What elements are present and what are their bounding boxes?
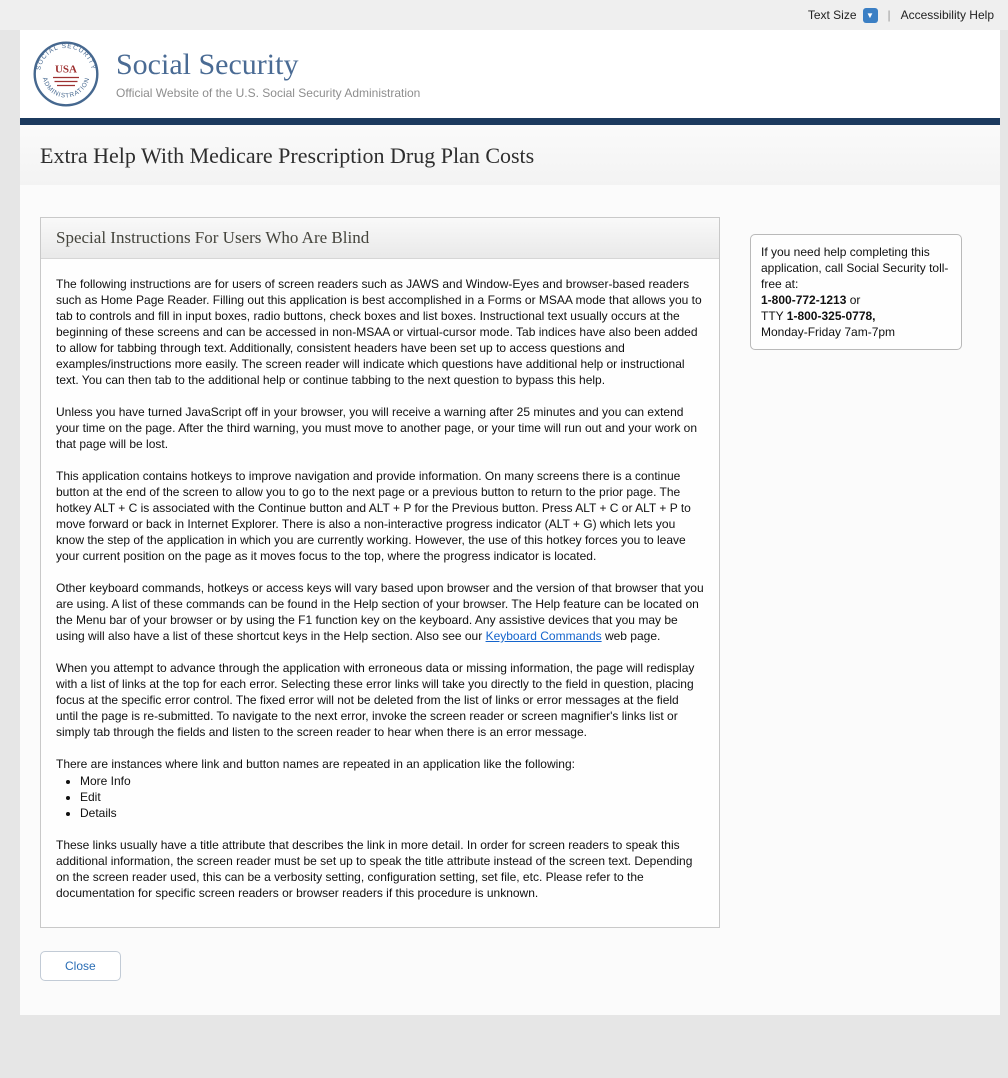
keyboard-paragraph-before: Other keyboard commands, hotkeys or access keys will vary based upon browser and the version of that browser that you are using. A list of these commands can be found in the Help section of your browser. The Help feature can be located on the Menu bar of your browser or by using the F1 function key on the keyboard. Any assistive devices that you may be using will also have a list of these shortcut keys in the Help section. Also see our [56,581,704,643]
chevron-down-icon[interactable]: ▼ [863,8,878,23]
page-title: Extra Help With Medicare Prescription Drug Plan Costs [40,143,535,168]
text-size-control[interactable] [808,8,878,23]
list-item: • Details [80,805,704,821]
list-item: • Edit [80,789,704,805]
repeated-names-list [80,773,704,821]
help-phone-suffix: or [846,293,861,307]
instruction-paragraph: Unless you have turned JavaScript off in your browser, you will receive a warning after 25 minutes and you can extend your time on the page. After the third warning, you must move to another page, or your time will run out and your work on that page will be lost. [56,405,698,451]
close-button[interactable]: Close [40,951,121,981]
help-hours-text: Monday-Friday 7am-7pm [761,325,896,339]
keyboard-commands-link[interactable]: Keyboard Commands [485,629,602,643]
seal-usa-text: USA [54,63,78,76]
list-item: • More Info [80,773,704,789]
instruction-paragraph: These links usually have a title attribute that describes the link in more detail. In order for screen readers to speak this additional information, the screen reader must be set up to speak the title attribute instead of the screen text. Depending on the screen reader used, this can be a verbosity setting, configuration setting, set file, etc. Please refer to the documentation for specific screen readers or browser readers if this procedure is unknown. [56,838,693,900]
instructions-panel [40,217,720,928]
page-title-band [20,125,1000,185]
header-divider-bar [20,118,1000,125]
instruction-paragraph: This application contains hotkeys to improve navigation and provide information. On many screens there is a continue button at the end of the screen to allow you to go to the next page or a previous button to return to the prior page. The hotkey ALT + C is associated with the Continue button and ALT + P for the Previous button. Press ALT + C or ALT + P to move forward or back in Internet Explorer. There is also a non-interactive progress indicator (ALT + G) which lets you know the step of the application in which you are currently working. However, the use of this hotkey forces you to leave your current position on the page as it moves focus to the top, where the progress indicator is located. [56,469,691,563]
page-card [20,30,1000,1015]
ssa-seal-logo [33,41,99,107]
main-content [20,185,1000,1015]
topbar-separator: | [887,8,891,22]
text-size-label: Text Size [807,8,857,22]
instructions-panel-body [41,259,719,927]
help-contact-box [750,234,962,350]
utility-bar [0,0,1008,30]
site-subtitle: Official Website of the U.S. Social Security Administration [116,86,421,100]
help-phone-primary: 1-800-772-1213 [761,293,847,307]
keyboard-paragraph-after: web page. [601,629,661,643]
help-intro-text: If you need help completing this application, call Social Security toll-free at: [761,245,949,291]
brand-block [116,48,420,100]
help-tty-label: TTY [761,309,787,323]
seal-arc-bottom-text: ADMINISTRATION [40,76,92,100]
help-phone-tty: 1-800-325-0778, [786,309,876,323]
instruction-paragraph: The following instructions are for users of screen readers such as JAWS and Window-Eyes and browser-based readers such as Home Page Reader. Filling out this application is best accomplished in a Forms or MSAA mode that allows you to tab to controls and fill in input boxes, radio buttons, check boxes and list boxes. Instructional text usually occurs at the beginning of these screens and can be accessed in non-MSAA or virtual-cursor mode. Tab indices have also been added to allow for tabbing through text. Additionally, consistent headers have been set up to access questions and examples/instructions more easily. The screen reader will indicate which questions have additional help or instructional text. You can then tab to the additional help or continue tabbing to the next question to bypass this help. [56,277,702,387]
seal-arc-top-text: SOCIAL SECURITY [35,42,97,71]
site-header [20,30,1000,118]
instructions-panel-title: Special Instructions For Users Who Are Blind [41,218,719,259]
instruction-list-intro: There are instances where link and button names are repeated in an application like the following: [56,757,575,771]
instruction-paragraph: When you attempt to advance through the application with erroneous data or missing information, the page will redisplay with a list of links at the top for each error. Selecting these error links will take you directly to the field in question, placing focus at the specific error control. The fixed error will not be deleted from the list of links or error messages at the field until the page is re-submitted. To navigate to the next error, invoke the screen reader or screen magnifier's links list or simply tab through the fields and listen to the screen reader to hear when there is an error message. [56,661,695,739]
site-title: Social Security [116,48,299,81]
accessibility-help-link[interactable]: Accessibility Help [900,8,994,22]
instruction-paragraph-keyboard [56,580,704,644]
